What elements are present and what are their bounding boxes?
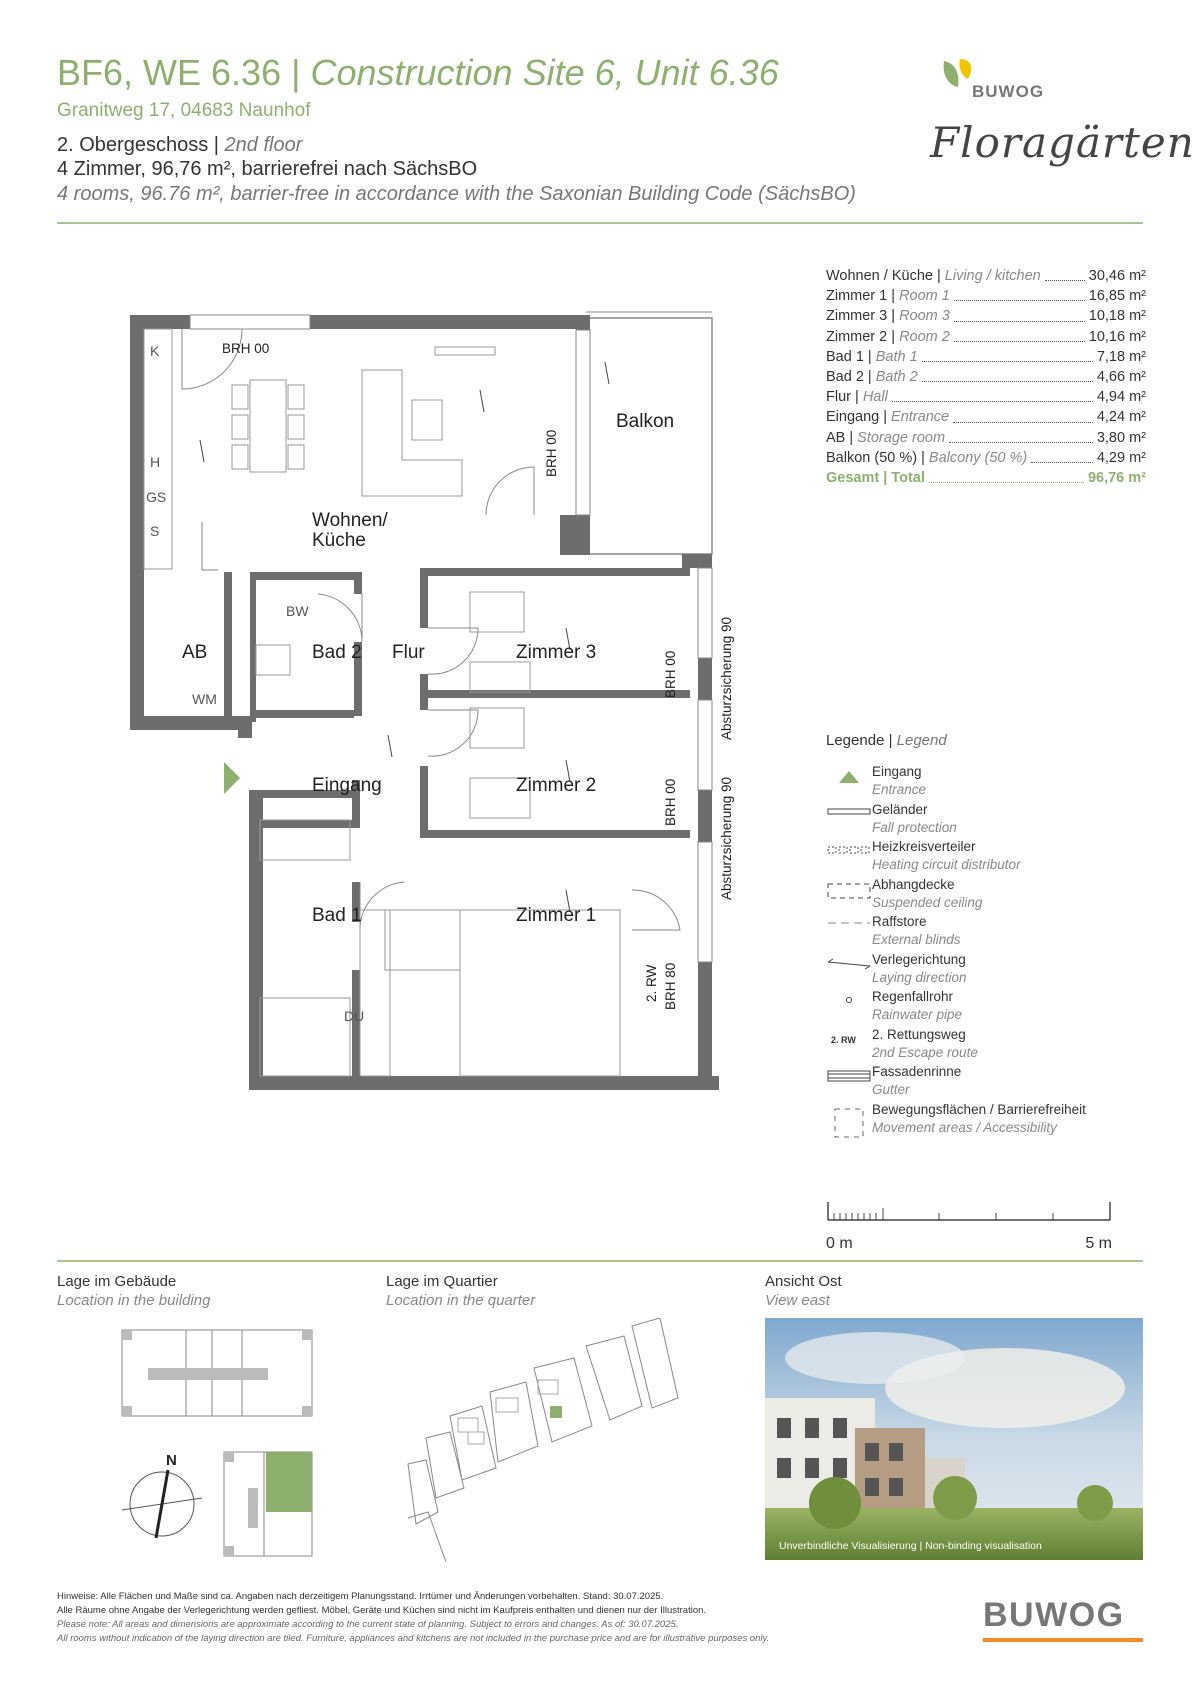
buwog-footer-bar	[983, 1638, 1143, 1642]
area-row: Eingang | Entrance 4,24 m²	[826, 409, 1146, 426]
floor-label	[57, 134, 302, 157]
area-row: Bad 1 | Bath 1 7,18 m²	[826, 348, 1146, 365]
suspended-ceiling-icon	[826, 876, 872, 899]
view-east-label: Ansicht Ost View east	[765, 1273, 842, 1309]
buwog-footer-logo: BUWOG	[983, 1596, 1125, 1634]
room-label-kueche: Küche	[312, 530, 366, 551]
page-title	[57, 52, 779, 94]
area-row: Flur | Hall 4,94 m²	[826, 389, 1146, 406]
brh80-label: BRH 80	[663, 962, 678, 1010]
scale-ruler	[826, 1200, 1112, 1224]
external-blinds-icon	[826, 913, 872, 926]
washing-machine-label: WM	[192, 691, 217, 707]
section-divider	[57, 1260, 1143, 1262]
room-label-zimmer1: Zimmer 1	[516, 905, 597, 926]
room-label-wohnen: Wohnen/	[312, 510, 388, 531]
quarter-unit-highlight	[550, 1406, 562, 1418]
area-row: Wohnen / Küche | Living / kitchen 30,46 m²	[826, 268, 1146, 284]
room-label-flur: Flur	[392, 642, 425, 663]
fall-protection-label-2: Absturzsicherung 90	[719, 776, 734, 900]
buwog-logo-text: BUWOG	[972, 82, 1045, 101]
fall-protection-label-1: Absturzsicherung 90	[719, 616, 734, 740]
address: Granitweg 17, 04683 Naunhof	[57, 100, 311, 121]
shower-label: DU	[344, 1008, 365, 1024]
floor-plan	[120, 290, 740, 1100]
room-label-bad1: Bad 1	[312, 905, 362, 926]
room-label-eingang: Eingang	[312, 775, 382, 796]
unit-description-en: 4 rooms, 96.76 m², barrier-free in accordance with the Saxonian Building Code (SächsBO)	[57, 183, 856, 205]
room-label-bad2: Bad 2	[312, 642, 362, 663]
unit-description: 4 Zimmer, 96,76 m², barrierefrei nach SächsBO	[57, 158, 478, 180]
rainwater-pipe-icon	[826, 988, 872, 1005]
bathtub-label: BW	[286, 603, 309, 619]
building-location-label: Lage im Gebäude Location in the building	[57, 1273, 211, 1309]
legend-item: Geländer Fall protection	[826, 801, 1126, 836]
laying-direction-icon	[826, 951, 872, 970]
gutter-icon	[826, 1063, 872, 1082]
north-label: N	[166, 1452, 177, 1469]
dining-chairs	[232, 385, 304, 469]
legend-item: Raffstore External blinds	[826, 913, 1126, 948]
kitchen-fridge-label: K	[150, 343, 160, 359]
area-row: Bad 2 | Bath 2 4,66 m²	[826, 369, 1146, 386]
header-divider	[57, 222, 1143, 224]
entrance-marker-icon	[224, 762, 240, 794]
tv-board	[435, 347, 495, 355]
brh00-zimmer2-label: BRH 00	[663, 778, 678, 826]
legend-item: Fassadenrinne Gutter	[826, 1063, 1126, 1098]
unit-highlight	[266, 1452, 312, 1512]
rendering-image	[765, 1318, 1143, 1560]
area-row: Zimmer 1 | Room 1 16,85 m²	[826, 288, 1146, 305]
area-row: Zimmer 3 | Room 3 10,18 m²	[826, 308, 1146, 325]
floor-en: 2nd floor	[224, 134, 303, 156]
legend	[826, 732, 1126, 1138]
legend-item: 2. RW 2. Rettungsweg 2nd Escape route	[826, 1026, 1126, 1061]
area-row: Balkon (50 %) | Balcony (50 %) 4,29 m²	[826, 449, 1146, 466]
scale-bar	[826, 1200, 1112, 1253]
coffee-table	[412, 400, 442, 440]
svg-text:2. RW: 2. RW	[831, 1034, 856, 1045]
floor-de: 2. Obergeschoss |	[57, 134, 219, 156]
dining-table	[250, 380, 286, 472]
room-label-zimmer2: Zimmer 2	[516, 775, 597, 796]
scale-end: 5 m	[1085, 1235, 1112, 1252]
floragaerten-logo: Floragärten	[930, 118, 1195, 167]
building-location-map	[118, 1328, 318, 1558]
render-caption: Unverbindliche Visualisierung | Non-binding visualisation	[779, 1540, 1042, 1552]
railing-icon	[826, 801, 872, 816]
quarter-location-label: Lage im Quartier Location in the quarter	[386, 1273, 536, 1309]
entrance-triangle-icon	[826, 763, 872, 784]
escape-route-label: 2. RW	[644, 964, 659, 1002]
room-label-zimmer3: Zimmer 3	[516, 642, 597, 663]
brh00-window-label: BRH 00	[222, 341, 270, 356]
room-label-balkon: Balkon	[616, 411, 675, 432]
brh00-zimmer3-label: BRH 00	[663, 650, 678, 698]
area-row: AB | Storage room 3,80 m²	[826, 429, 1146, 446]
escape-route-icon	[826, 1026, 872, 1045]
buwog-logo	[938, 55, 1058, 110]
area-table	[826, 266, 1146, 488]
scale-start: 0 m	[826, 1235, 853, 1252]
heating-distributor-icon	[826, 838, 872, 855]
view-east-rendering	[765, 1318, 1143, 1560]
disclaimer-notes: Hinweise: Alle Flächen und Maße sind ca. Angaben nach derzeitigem Planungsstand. Irrtümer und Änderungen vorbehalten. Stand: 30.07.2025. Alle Räume ohne Angabe der Verlegerichtung werden gefliest. Möbel, Geräte und Küchen sind nicht im Kaufpreis enthalten und dienen nur der Illustration. Please note: All areas and dimensions are approximate according to the current state of planning. Subject to errors and changes. As of: 30.07.2025. All rooms without indication of the laying direction are tiled. Furniture, appliances and kitchens are not included in the purchase price and are for illustrative purposes only.	[57, 1591, 770, 1644]
room-label-ab: AB	[182, 642, 208, 663]
title-en: Construction Site 6, Unit 6.36	[310, 52, 779, 93]
legend-item: Abhangdecke Suspended ceiling	[826, 876, 1126, 911]
balcony-outline	[586, 318, 712, 554]
legend-item: Bewegungsflächen / Barrierefreiheit Movement areas / Accessibility	[826, 1101, 1126, 1136]
legend-item: Heizkreisverteiler Heating circuit distributor	[826, 838, 1126, 873]
brh00-living-label: BRH 00	[544, 429, 559, 477]
legend-item: Verlegerichtung Laying direction	[826, 951, 1126, 986]
kitchen-dishwasher-label: GS	[146, 489, 167, 505]
title-de: BF6, WE 6.36 |	[57, 52, 301, 93]
legend-title: Legende | Legend	[826, 732, 947, 749]
legend-item: Eingang Entrance	[826, 763, 1126, 798]
area-row: Zimmer 2 | Room 2 10,16 m²	[826, 328, 1146, 345]
kitchen-sink-label: S	[150, 523, 160, 539]
movement-area-icon	[826, 1101, 872, 1138]
legend-item: Regenfallrohr Rainwater pipe	[826, 988, 1126, 1023]
area-total-row: Gesamt | Total 96,76 m²	[826, 470, 1146, 487]
quarter-map	[398, 1318, 698, 1568]
kitchen-stove-label: H	[150, 454, 161, 470]
